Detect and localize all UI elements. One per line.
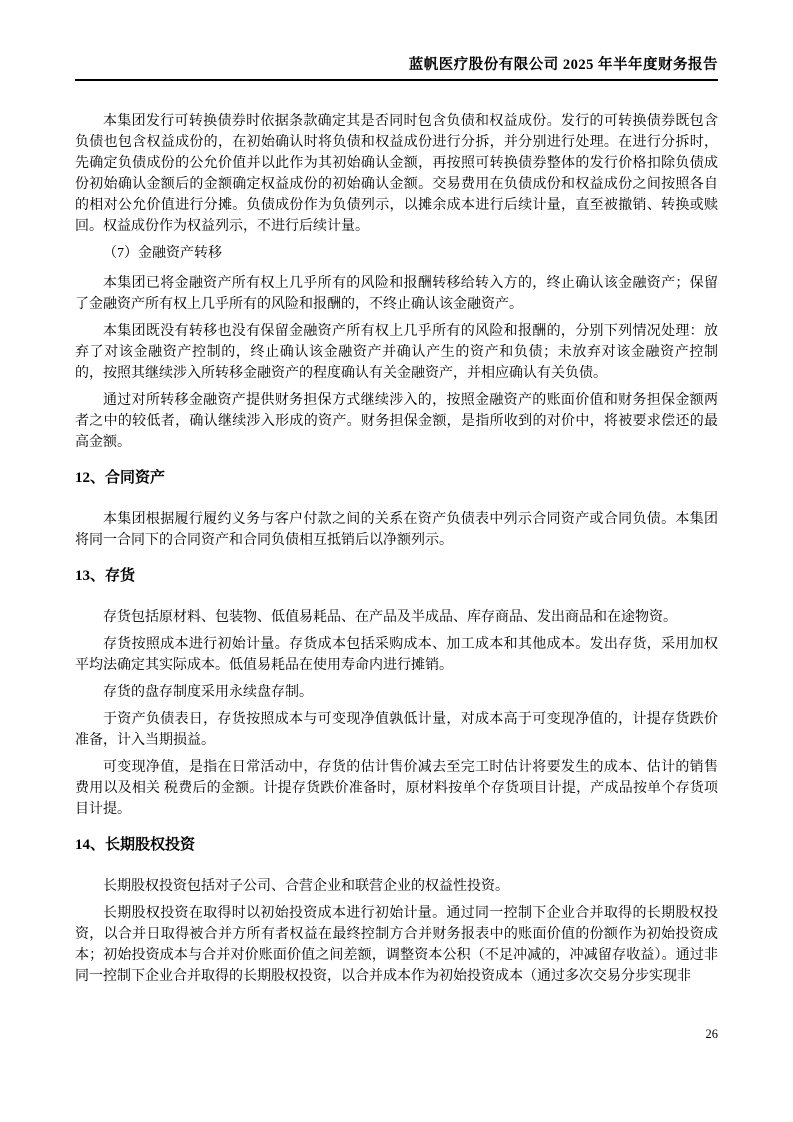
- page-header: [75, 53, 718, 81]
- paragraph-neither-transfer-nor-retain: 本集团既没有转移也没有保留金融资产所有权上几乎所有的风险和报酬的，分别下列情况处理：放弃了对该金融资产控制的，终止确认该金融资产并确认产生的资产和负债；未放弃对该金融资产控制的，按照其继续涉入所转移金融资产的程度确认有关金融资产，并相应确认有关负债。: [75, 324, 718, 381]
- paragraph-convertible-bonds: 本集团发行可转换债券时依据条款确定其是否同时包含负债和权益成份。发行的可转换债券既包含负债也包含权益成份的，在初始确认时将负债和权益成份进行分拆，并分别进行处理。在进行分拆时，先确定负债成份的公允价值并以此作为其初始确认金额，再按照可转换债券整体的发行价格扣除负债成份初始确认金额后的金额确定权益成份的初始确认金额。交易费用在负债成份和权益成份之间按照各自的相对公允价值进行分摊。负债成份作为负债列示，以摊余成本进行后续计量，直至被撤销、转换或赎回。权益成份作为权益列示，不进行后续计量。: [75, 114, 718, 234]
- document-body: [75, 111, 718, 993]
- subsection-heading-7-financial-asset-transfer: （7）金融资产转移: [103, 246, 222, 261]
- paragraph-lte-scope: 长期股权投资包括对子公司、合营企业和联营企业的权益性投资。: [103, 879, 509, 894]
- paragraph-transfer-derecognition: 本集团已将金融资产所有权上几乎所有的风险和报酬转移给转入方的，终止确认该金融资产；保留了金融资产所有权上几乎所有的风险和报酬的，不终止确认该金融资产。: [75, 276, 718, 312]
- section-heading-14-long-term-equity-investment: 14、长期股权投资: [75, 837, 196, 853]
- paragraph-inventory-nrv: 于资产负债表日，存货按照成本与可变现净值孰低计量，对成本高于可变现净值的，计提存货跌价准备，计入当期损益。: [75, 712, 718, 748]
- paragraph-nrv-definition: 可变现净值，是指在日常活动中，存货的估计售价减去至完工时估计将要发生的成本、估计的销售费用以及相关 税费后的金额。计提存货跌价准备时，原材料按单个存货项目计提，产成品按单个存货项目计提。: [75, 760, 718, 817]
- paragraph-inventory-system: 存货的盘存制度采用永续盘存制。: [103, 685, 313, 700]
- paragraph-inventory-scope: 存货包括原材料、包装物、低值易耗品、在产品及半成品、库存商品、发出商品和在途物资。: [103, 610, 677, 625]
- section-heading-13-inventory: 13、存货: [75, 568, 136, 584]
- page-number: 26: [705, 1027, 718, 1041]
- paragraph-financial-guarantee: 通过对所转移金融资产提供财务担保方式继续涉入的，按照金融资产的账面价值和财务担保金额两者之中的较低者，确认继续涉入形成的资产。财务担保金额，是指所收到的对价中，将被要求偿还的最高金额。: [75, 393, 718, 450]
- paragraph-contract-assets: 本集团根据履行履约义务与客户付款之间的关系在资产负债表中列示合同资产或合同负债。本集团将同一合同下的合同资产和合同负债相互抵销后以净额列示。: [75, 512, 718, 548]
- section-heading-12-contract-assets: 12、合同资产: [75, 470, 166, 486]
- paragraph-lte-initial-measurement: 长期股权投资在取得时以初始投资成本进行初始计量。通过同一控制下企业合并取得的长期股权投资，以合并日取得被合并方所有者权益在最终控制方合并财务报表中的账面价值的份额作为初始投资成本；初始投资成本与合并对价账面价值之间差额，调整资本公积（不足冲减的，冲减留存收益）。通过非同一控制下企业合并取得的长期股权投资，以合并成本作为初始投资成本（通过多次交易分步实现非: [75, 906, 718, 984]
- report-title: 蓝帆医疗股份有限公司 2025 年半年度财务报告: [408, 57, 718, 73]
- paragraph-inventory-measurement: 存货按照成本进行初始计量。存货成本包括采购成本、加工成本和其他成本。发出存货，采用加权平均法确定其实际成本。低值易耗品在使用寿命内进行摊销。: [75, 637, 718, 673]
- page-footer: [75, 1027, 724, 1042]
